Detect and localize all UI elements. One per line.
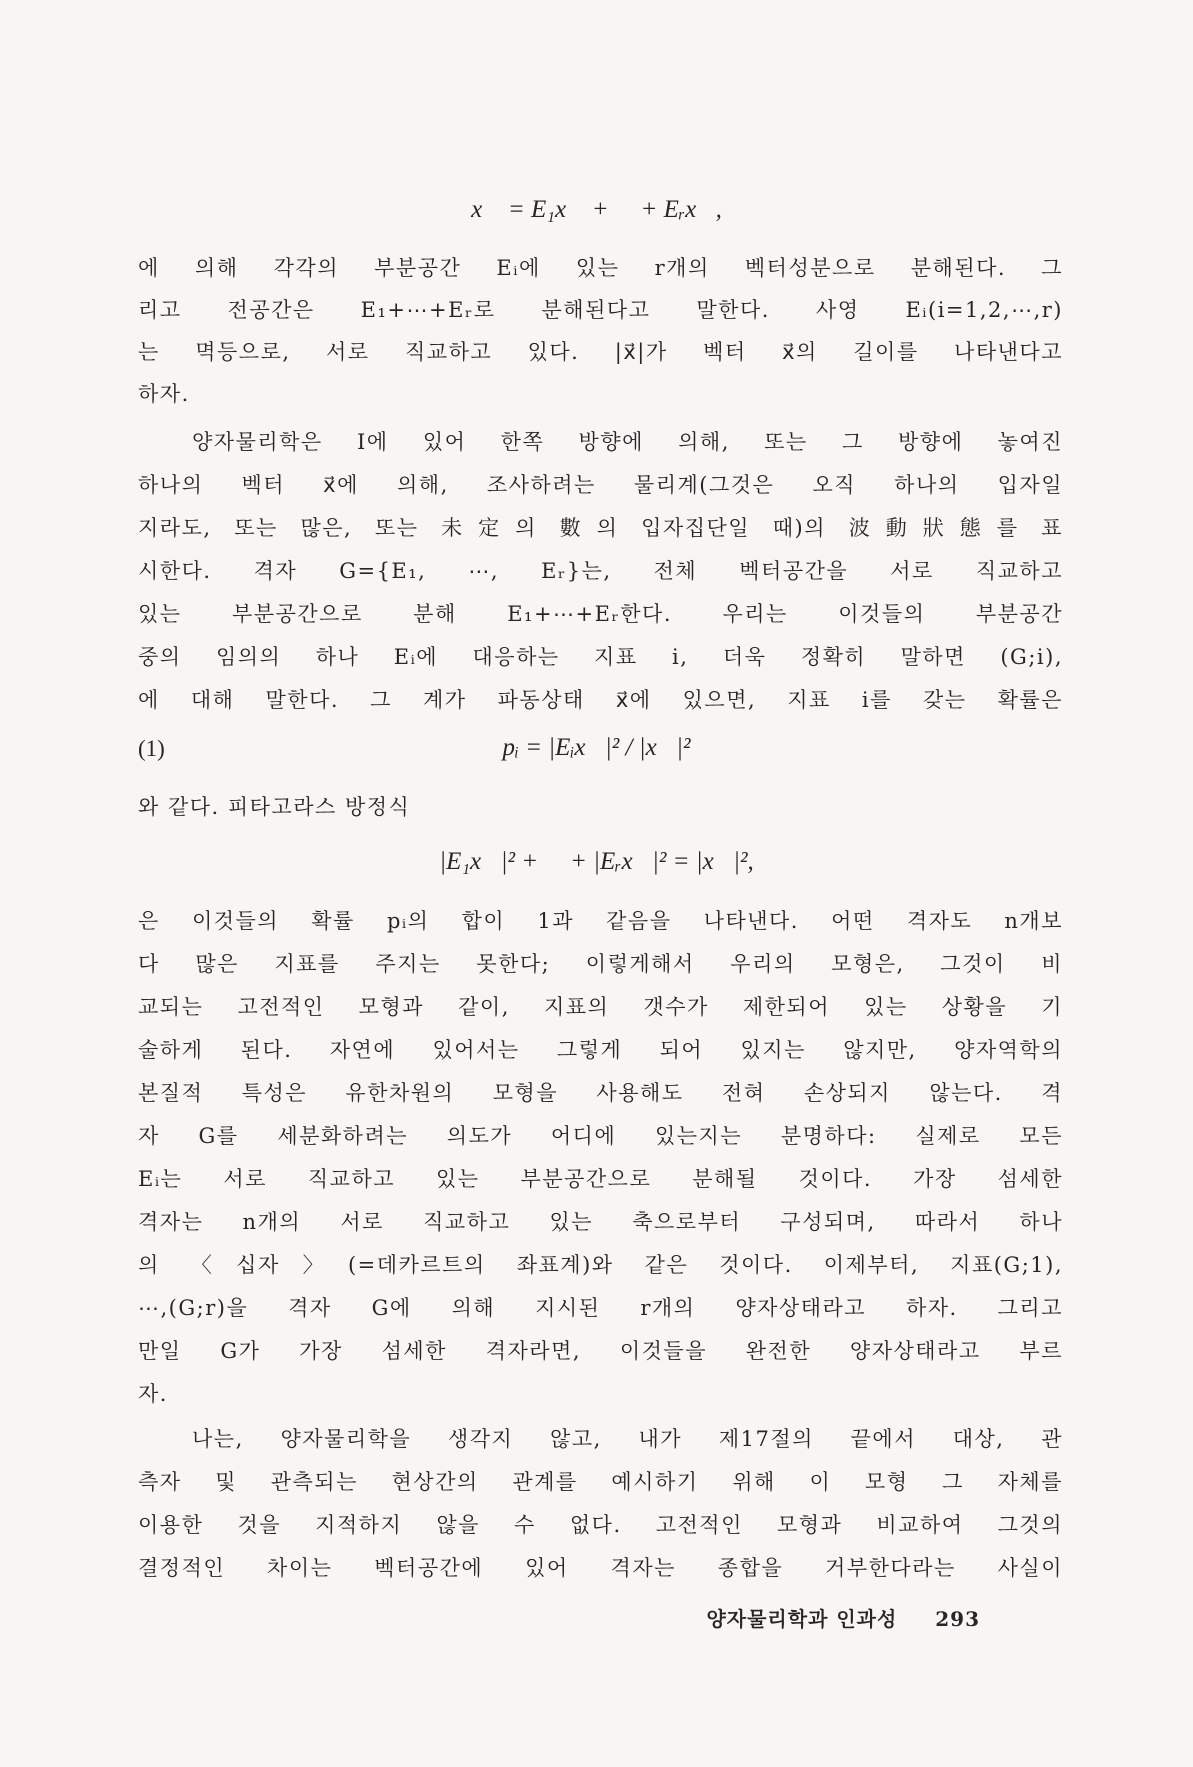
body-line: ⋯,(G;r)을 격자 G에 의해 지시된 r개의 양자상태라고 하자. 그리고 xyxy=(138,1296,1063,1320)
body-line: 와 같다. 피타고라스 방정식 xyxy=(138,795,411,819)
body-line: 다 많은 지표를 주지는 못한다; 이렇게해서 우리의 모형은, 그것이 비 xyxy=(138,952,1063,976)
equation-pythagoras: |E₁x⃗|² + ⋯ + |Eᵣx⃗|² = |x⃗|², xyxy=(439,848,754,875)
body-line: 하자. xyxy=(138,382,190,406)
page-footer xyxy=(680,1603,980,1632)
paragraph-start-line: 나는, 양자물리학을 생각지 않고, 내가 제17절의 끝에서 대상, 관 xyxy=(192,1427,1063,1451)
body-line: 는 멱등으로, 서로 직교하고 있다. |x⃗|가 벡터 x⃗의 길이를 나타낸다고 xyxy=(138,340,1063,364)
body-line: 중의 임의의 하나 Eᵢ에 대응하는 지표 i, 더욱 정확히 말하면 (G;i), xyxy=(138,645,1063,669)
body-line: 의 〈십자〉(=데카르트의 좌표계)와 같은 것이다. 이제부터, 지표(G;1), xyxy=(138,1253,1063,1277)
body-line: 본질적 특성은 유한차원의 모형을 사용해도 전혀 손상되지 않는다. 격 xyxy=(138,1081,1063,1105)
body-line: 만일 G가 가장 섬세한 격자라면, 이것들을 완전한 양자상태라고 부르 xyxy=(138,1339,1063,1363)
body-line: 교되는 고전적인 모형과 같이, 지표의 갯수가 제한되어 있는 상황을 기 xyxy=(138,995,1063,1019)
body-line: 지라도, 또는 많은, 또는 未定의 數의 입자집단일 때)의 波動狀態를 표 xyxy=(138,516,1063,540)
body-line: 에 의해 각각의 부분공간 Eᵢ에 있는 r개의 벡터성분으로 분해된다. 그 xyxy=(138,256,1063,280)
body-line: 은 이것들의 확률 pᵢ의 합이 1과 같음을 나타낸다. 어떤 격자도 n개보 xyxy=(138,909,1063,933)
body-line: 리고 전공간은 E₁+⋯+Eᵣ로 분해된다고 말한다. 사영 Eᵢ(i=1,2,⋯,r) xyxy=(138,298,1063,322)
body-line: 이용한 것을 지적하지 않을 수 없다. 고전적인 모형과 비교하여 그것의 xyxy=(138,1513,1063,1537)
body-line: 에 대해 말한다. 그 계가 파동상태 x⃗에 있으면, 지표 i를 갖는 확률은 xyxy=(138,688,1063,712)
equation-number: (1) xyxy=(138,736,165,761)
body-line: 술하게 된다. 자연에 있어서는 그렇게 되어 있지는 않지만, 양자역학의 xyxy=(138,1038,1063,1062)
body-line: 자. xyxy=(138,1382,168,1406)
running-title: 양자물리학과 인과성 xyxy=(706,1607,898,1631)
body-line: Eᵢ는 서로 직교하고 있는 부분공간으로 분해될 것이다. 가장 섬세한 xyxy=(138,1167,1063,1191)
paragraph-start-line: 양자물리학은 I에 있어 한쪽 방향에 의해, 또는 그 방향에 놓여진 xyxy=(192,430,1063,454)
body-line: 자 G를 세분화하려는 의도가 어디에 있는지는 분명하다: 실제로 모든 xyxy=(138,1124,1063,1148)
equation-probability: pᵢ = |Eᵢx⃗|² / |x⃗|² xyxy=(502,734,691,761)
body-line: 측자 및 관측되는 현상간의 관계를 예시하기 위해 이 모형 그 자체를 xyxy=(138,1470,1063,1494)
equation-decomposition: x⃗ = E₁x⃗ + ⋯ + Eᵣx⃗, xyxy=(471,196,722,223)
body-line: 시한다. 격자 G={E₁, ⋯, Eᵣ}는, 전체 벡터공간을 서로 직교하고 xyxy=(138,559,1063,583)
body-line: 하나의 벡터 x⃗에 의해, 조사하려는 물리계(그것은 오직 하나의 입자일 xyxy=(138,473,1063,497)
body-line: 있는 부분공간으로 분해 E₁+⋯+Eᵣ한다. 우리는 이것들의 부분공간 xyxy=(138,602,1063,626)
page-number: 293 xyxy=(935,1607,980,1631)
body-line: 격자는 n개의 서로 직교하고 있는 축으로부터 구성되며, 따라서 하나 xyxy=(138,1210,1063,1234)
body-line: 결정적인 차이는 벡터공간에 있어 격자는 종합을 거부한다라는 사실이 xyxy=(138,1556,1063,1580)
